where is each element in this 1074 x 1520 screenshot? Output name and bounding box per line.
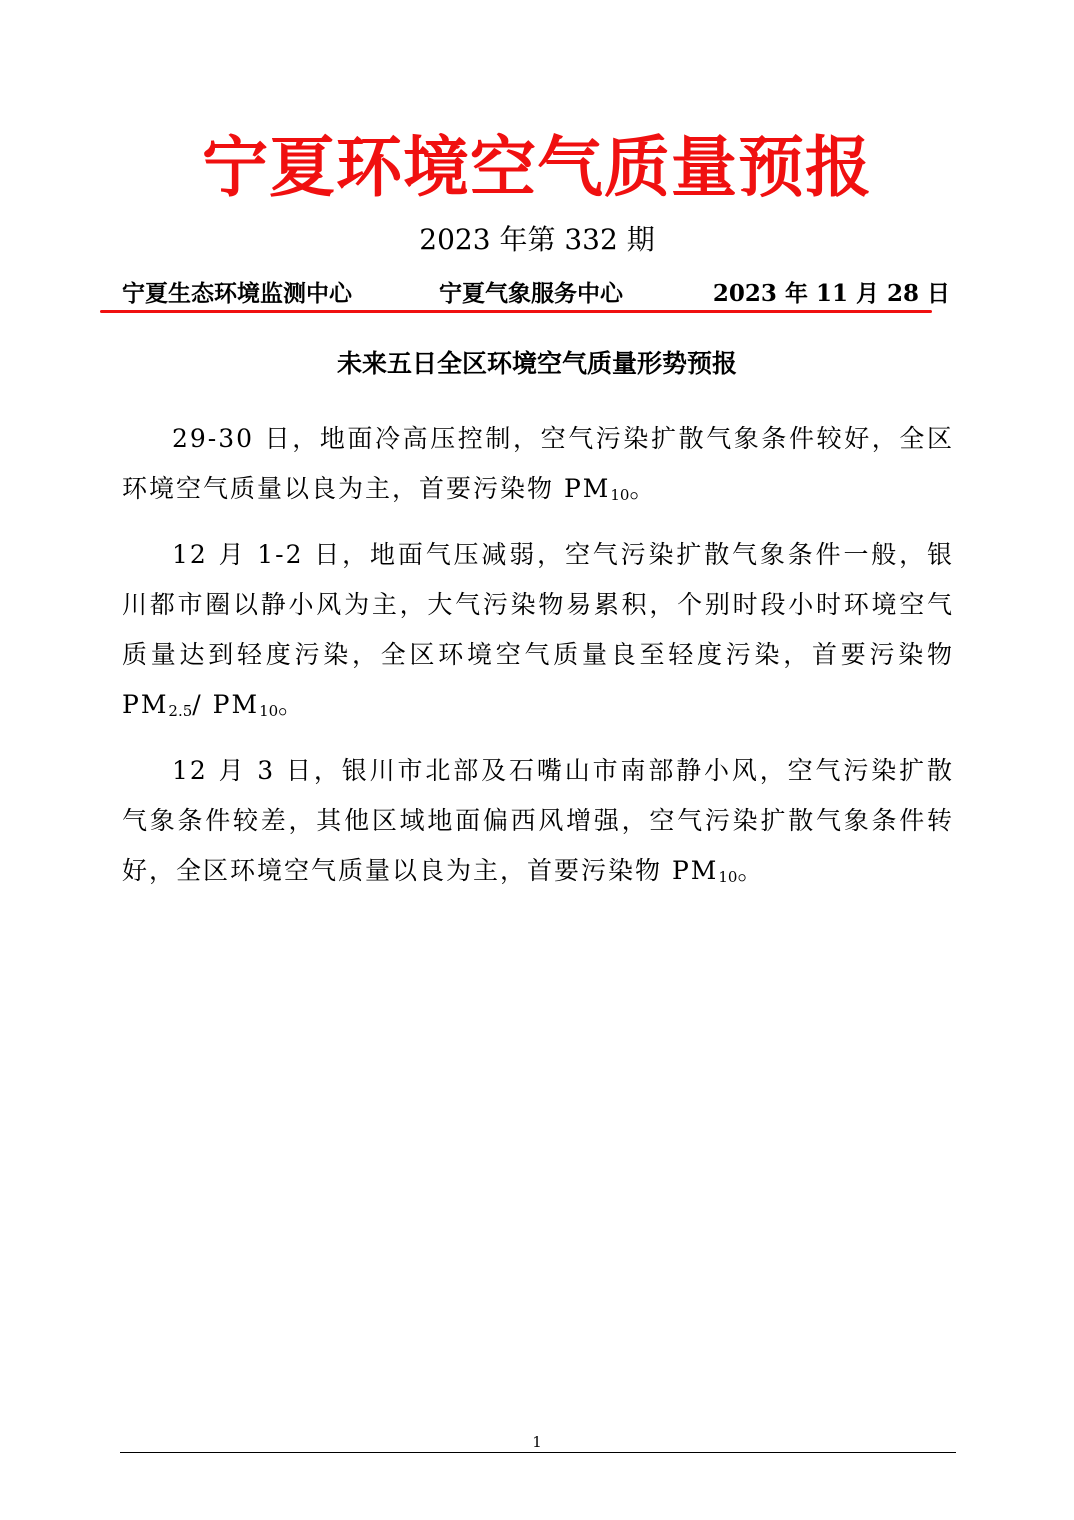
issue-number: 2023 年第 332 期 — [419, 223, 655, 256]
paragraph-text-2: / PM — [192, 690, 260, 719]
subscript-2-5: 2.5 — [168, 702, 193, 720]
issuer-row — [122, 276, 950, 312]
subscript-10: 10 — [259, 702, 279, 720]
paragraph-end: 。 — [629, 474, 657, 503]
issuer-environment-center: 宁夏生态环境监测中心 — [122, 280, 352, 307]
document-masthead-title: 宁夏环境空气质量预报 — [202, 129, 872, 206]
issuer-meteorological-center: 宁夏气象服务中心 — [439, 280, 623, 307]
subscript-10: 10 — [718, 868, 738, 886]
paragraph-text: 12 月 1-2 日，地面气压减弱，空气污染扩散气象条件一般，银川都市圈以静小风为主，大气污染物易累积，个别时段小时环境空气质量达到轻度污染，全区环境空气质量良至轻度污染，首要污染物 PM — [122, 540, 954, 719]
red-divider-rule — [100, 310, 932, 313]
issue-date: 2023 年 11 月 28 日 — [712, 280, 950, 307]
paragraph-29-30 — [122, 414, 954, 520]
paragraph-text: 29-30 日，地面冷高压控制，空气污染扩散气象条件较好，全区环境空气质量以良为主，首要污染物 PM — [122, 424, 954, 503]
section-title: 未来五日全区环境空气质量形势预报 — [336, 349, 737, 378]
paragraph-dec-3 — [122, 746, 954, 902]
page-number: 1 — [532, 1433, 542, 1451]
footer-divider — [120, 1452, 956, 1453]
paragraph-end: 。 — [737, 856, 765, 885]
subscript-10: 10 — [610, 486, 630, 504]
paragraph-dec-1-2 — [122, 530, 954, 736]
body-text — [122, 414, 954, 912]
paragraph-end: 。 — [278, 690, 306, 719]
paragraph-text: 12 月 3 日，银川市北部及石嘴山市南部静小风，空气污染扩散气象条件较差，其他区域地面偏西风增强，空气污染扩散气象条件转好，全区环境空气质量以良为主，首要污染物 PM — [122, 756, 954, 885]
